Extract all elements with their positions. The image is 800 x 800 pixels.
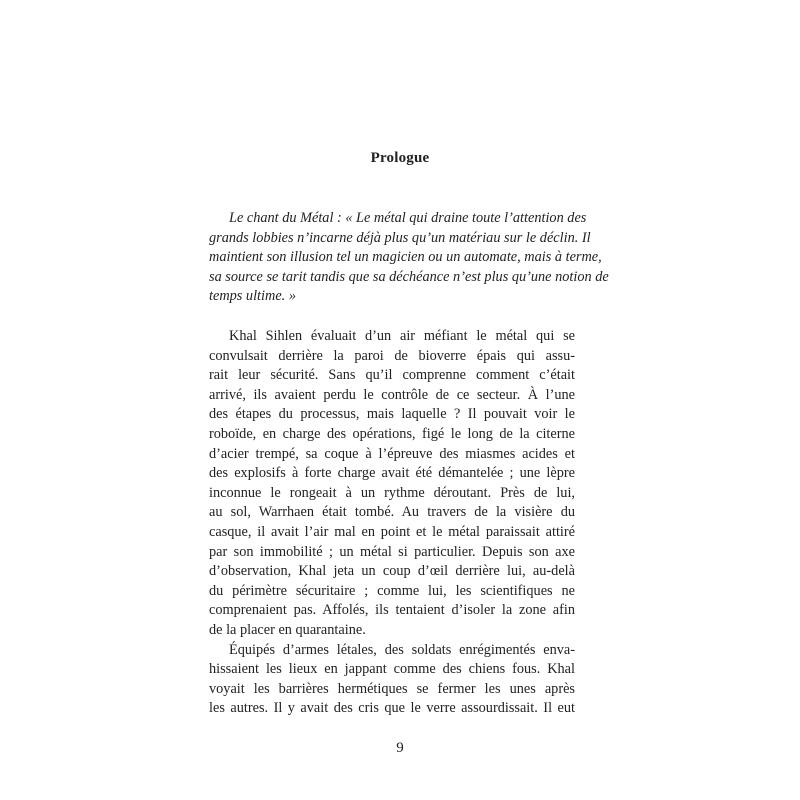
paragraph-1-line: convulsait derrière la paroi de bioverre épais qui assu-: [209, 347, 575, 364]
epigraph-line: Le chant du Métal : « Le métal qui draine toute l’attention des: [229, 210, 587, 226]
paragraph-1-line: au sol, Warrhaen était tombé. Au travers de la visière du: [209, 504, 575, 521]
paragraph-2-line: hissaient les lieux en jappant comme des chiens fous. Khal: [209, 661, 575, 678]
paragraph-2-line: les autres. Il y avait des cris que le verre assourdissait. Il eut: [209, 700, 575, 717]
paragraph-1-line: d’acier trempé, sa coque à l’épreuve des miasmes acides et: [209, 445, 575, 462]
chapter-title: Prologue: [370, 150, 430, 166]
paragraph-1-line: rait leur sécurité. Sans qu’il comprenne comment c’était: [209, 367, 575, 384]
paragraph-1-line: de la placer en quarantaine.: [209, 621, 366, 638]
paragraph-1-line: comprenaient pas. Affolés, ils tentaient d’isoler la zone afin: [209, 602, 575, 619]
paragraph-1-line: des explosifs à forte charge avait été démantelée ; une lèpre: [209, 465, 575, 482]
epigraph: [209, 209, 609, 307]
paragraph-1-line: Khal Sihlen évaluait d’un air méfiant le métal qui se: [229, 328, 575, 344]
paragraph-1-line: par son immobilité ; un métal si particulier. Depuis son axe: [209, 543, 575, 560]
paragraph-2-line: Équipés d’armes létales, des soldats enrégimentés enva-: [229, 641, 575, 658]
body-text: [209, 327, 575, 719]
paragraph-1-line: roboïde, en charge des opérations, figé le long de la citerne: [209, 425, 575, 442]
paragraph-1-line: d’observation, Khal jeta un coup d’œil derrière lui, au-delà: [209, 563, 575, 580]
paragraph-1-line: arrivé, ils avaient perdu le contrôle de ce secteur. À l’une: [209, 386, 575, 403]
paragraph-1-line: du périmètre sécuritaire ; comme lui, les scientifiques ne: [209, 582, 575, 599]
page-number: 9: [396, 740, 404, 756]
epigraph-line: grands lobbies n’incarne déjà plus qu’un matériau sur le déclin. Il: [209, 229, 591, 246]
paragraph-1-line: des étapes du processus, mais laquelle ? Il pouvait voir le: [209, 406, 575, 423]
paragraph-1-line: inconnue le rongeait à un rythme déroutant. Près de lui,: [209, 484, 575, 501]
epigraph-line: maintient son illusion tel un magicien ou un automate, mais à terme,: [209, 249, 602, 266]
epigraph-line: sa source se tarit tandis que sa déchéance n’est plus qu’une notion de: [209, 268, 609, 285]
paragraph-1-line: casque, il avait l’air mal en point et le métal paraissait attiré: [209, 523, 575, 540]
epigraph-line: temps ultime. »: [209, 288, 296, 305]
paragraph-2-line: voyait les barrières hermétiques se fermer les unes après: [209, 680, 575, 697]
